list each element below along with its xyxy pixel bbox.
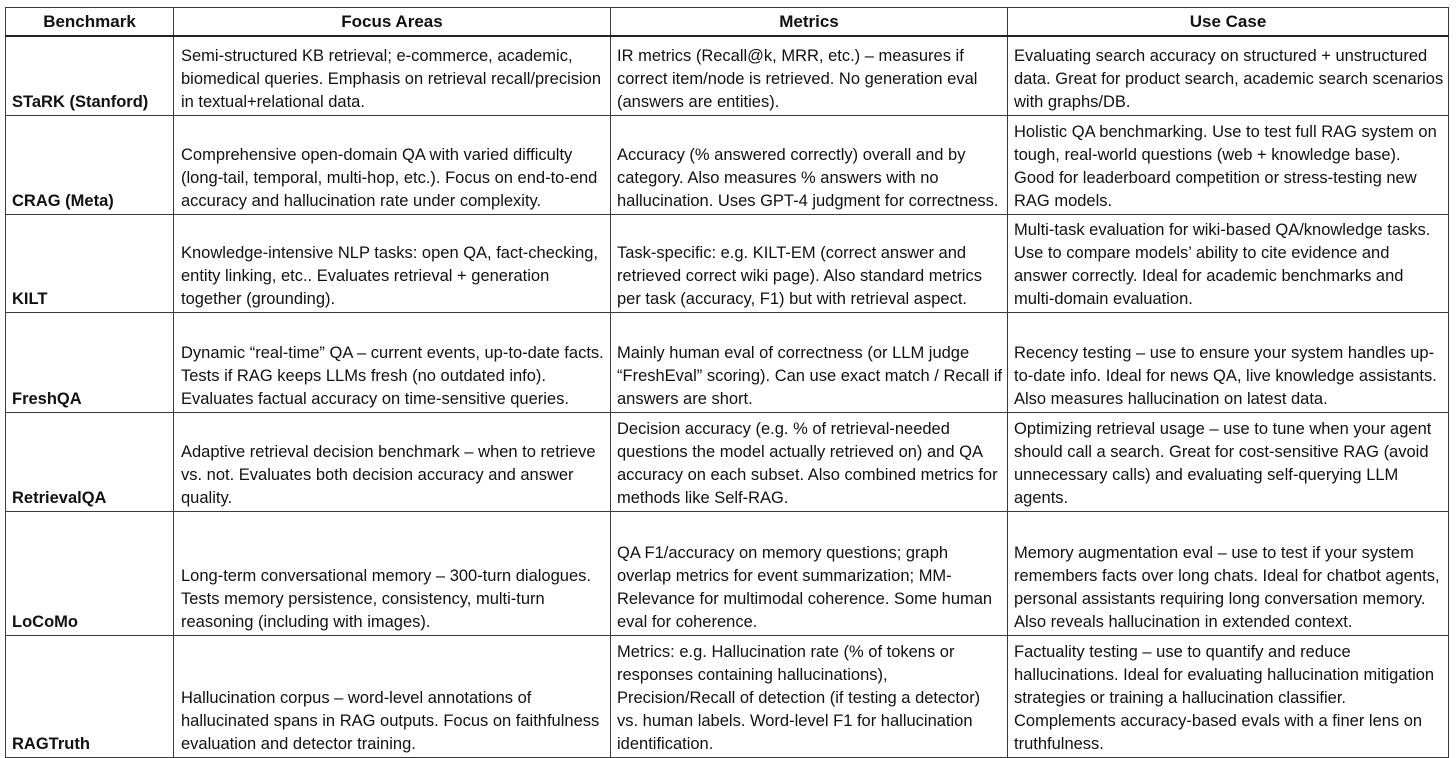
benchmark-cell: RAGTruth <box>6 636 174 758</box>
table-row <box>6 512 1449 636</box>
use-case-cell: Multi-task evaluation for wiki-based QA/knowledge tasks. Use to compare models’ ability to cite evidence and answer correctly. Ideal for academic benchmarks and multi-domain evaluation. <box>1008 215 1449 313</box>
focus-cell: Knowledge-intensive NLP tasks: open QA, fact-checking, entity linking, etc.. Evaluates retrieval + generation together (grounding). <box>174 215 611 313</box>
focus-cell: Semi-structured KB retrieval; e-commerce, academic, biomedical queries. Emphasis on retrieval recall/precision in textual+relational data. <box>174 36 611 116</box>
benchmark-cell: STaRK (Stanford) <box>6 36 174 116</box>
focus-cell: Dynamic “real-time” QA – current events, up-to-date facts. Tests if RAG keeps LLMs fresh (no outdated info). Evaluates factual accuracy on time-sensitive queries. <box>174 313 611 413</box>
table-row <box>6 36 1449 116</box>
focus-cell: Long-term conversational memory – 300-turn dialogues. Tests memory persistence, consistency, multi-turn reasoning (including with images). <box>174 512 611 636</box>
benchmark-cell: FreshQA <box>6 313 174 413</box>
table-row <box>6 116 1449 215</box>
table-row <box>6 636 1449 758</box>
metrics-cell: Mainly human eval of correctness (or LLM judge “FreshEval” scoring). Can use exact match / Recall if answers are short. <box>611 313 1008 413</box>
benchmark-cell: CRAG (Meta) <box>6 116 174 215</box>
header-benchmark: Benchmark <box>6 8 174 37</box>
header-focus-areas: Focus Areas <box>174 8 611 37</box>
metrics-cell: Accuracy (% answered correctly) overall and by category. Also measures % answers with no hallucination. Uses GPT-4 judgment for correctness. <box>611 116 1008 215</box>
use-case-cell: Factuality testing – use to quantify and reduce hallucinations. Ideal for evaluating hallucination mitigation strategies or training a hallucination classifier. Complements accuracy-based evals with a finer lens on truthfulness. <box>1008 636 1449 758</box>
metrics-cell: IR metrics (Recall@k, MRR, etc.) – measures if correct item/node is retrieved. No generation eval (answers are entities). <box>611 36 1008 116</box>
header-use-case: Use Case <box>1008 8 1449 37</box>
use-case-cell: Recency testing – use to ensure your system handles up-to-date info. Ideal for news QA, live knowledge assistants. Also measures hallucination on latest data. <box>1008 313 1449 413</box>
metrics-cell: Task-specific: e.g. KILT-EM (correct answer and retrieved correct wiki page). Also standard metrics per task (accuracy, F1) but with retrieval aspect. <box>611 215 1008 313</box>
table-row <box>6 215 1449 313</box>
use-case-cell: Holistic QA benchmarking. Use to test full RAG system on tough, real-world questions (web + knowledge base). Good for leaderboard competition or stress-testing new RAG models. <box>1008 116 1449 215</box>
table-header-row <box>6 8 1449 37</box>
use-case-cell: Optimizing retrieval usage – use to tune when your agent should call a search. Great for cost-sensitive RAG (avoid unnecessary calls) and evaluating self-querying LLM agents. <box>1008 413 1449 512</box>
benchmark-cell: KILT <box>6 215 174 313</box>
use-case-cell: Memory augmentation eval – use to test if your system remembers facts over long chats. Ideal for chatbot agents, personal assistants requiring long conversation memory. Also reveals hallucination in extended context. <box>1008 512 1449 636</box>
benchmark-cell: LoCoMo <box>6 512 174 636</box>
metrics-cell: Decision accuracy (e.g. % of retrieval-needed questions the model actually retrieved on) and QA accuracy on each subset. Also combined metrics for methods like Self-RAG. <box>611 413 1008 512</box>
header-metrics: Metrics <box>611 8 1008 37</box>
metrics-cell: QA F1/accuracy on memory questions; graph overlap metrics for event summarization; MM-Relevance for multimodal coherence. Some human eval for coherence. <box>611 512 1008 636</box>
focus-cell: Adaptive retrieval decision benchmark – when to retrieve vs. not. Evaluates both decision accuracy and answer quality. <box>174 413 611 512</box>
table-row <box>6 313 1449 413</box>
benchmark-cell: RetrievalQA <box>6 413 174 512</box>
benchmark-comparison-table <box>5 7 1449 758</box>
use-case-cell: Evaluating search accuracy on structured + unstructured data. Great for product search, academic search scenarios with graphs/DB. <box>1008 36 1449 116</box>
focus-cell: Comprehensive open-domain QA with varied difficulty (long-tail, temporal, multi-hop, etc.). Focus on end-to-end accuracy and hallucination rate under complexity. <box>174 116 611 215</box>
focus-cell: Hallucination corpus – word-level annotations of hallucinated spans in RAG outputs. Focus on faithfulness evaluation and detector training. <box>174 636 611 758</box>
table-row <box>6 413 1449 512</box>
metrics-cell: Metrics: e.g. Hallucination rate (% of tokens or responses containing hallucinations), Precision/Recall of detection (if testing a detector) vs. human labels. Word-level F1 for hallucination identification. <box>611 636 1008 758</box>
